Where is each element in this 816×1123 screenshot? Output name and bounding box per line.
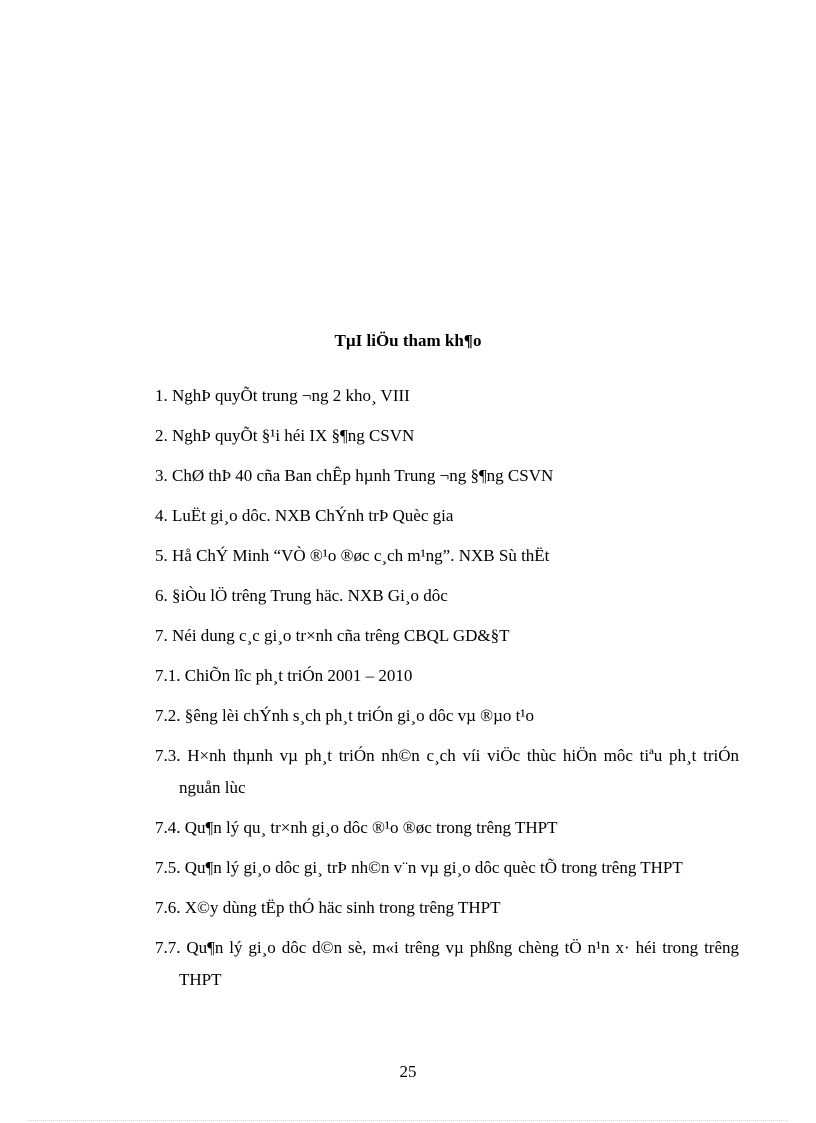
reference-list bbox=[155, 385, 739, 1009]
reference-item: 1. NghÞ quyÕt trung ¬ng 2 kho¸ VIII bbox=[155, 386, 410, 405]
footer-divider bbox=[28, 1120, 788, 1121]
reference-item: 7.4. Qu¶n lý qu¸ tr×nh gi¸o dôc ®¹o ®øc trong trêng THPT bbox=[155, 818, 558, 837]
reference-item: 7.1. ChiÕn lîc ph¸t triÓn 2001 – 2010 bbox=[155, 666, 413, 685]
page-title: TµI liÖu tham kh¶o bbox=[334, 331, 482, 350]
reference-item: 6. §iÒu lÖ trêng Trung häc. NXB Gi¸o dôc bbox=[155, 586, 448, 605]
reference-item: 7.5. Qu¶n lý gi¸o dôc gi¸ trÞ nh©n v¨n vµ gi¸o dôc quèc tÕ trong trêng THPT bbox=[155, 858, 683, 877]
reference-item: 7. Néi dung c¸c gi¸o tr×nh cña trêng CBQL GD&§T bbox=[155, 626, 510, 645]
reference-item: 2. NghÞ quyÕt §¹i héi IX §¶ng CSVN bbox=[155, 426, 415, 445]
reference-item: 7.6. X©y dùng tËp thÓ häc sinh trong trêng THPT bbox=[155, 898, 501, 917]
reference-item: 4. LuËt gi¸o dôc. NXB ChÝnh trÞ Quèc gia bbox=[155, 506, 454, 525]
reference-item: 7.7. Qu¶n lý gi¸o dôc d©n sè, m«i trêng vµ phßng chèng tÖ n¹n x· héi trong trêng THPT bbox=[155, 938, 739, 989]
reference-item: 7.3. H×nh thµnh vµ ph¸t triÓn nh©n c¸ch víi viÖc thùc hiÖn môc tiªu ph¸t triÓn nguån lùc bbox=[155, 746, 739, 797]
reference-item: 7.2. §êng lèi chÝnh s¸ch ph¸t triÓn gi¸o dôc vµ ®µo t¹o bbox=[155, 706, 534, 725]
page-number: 25 bbox=[399, 1062, 417, 1081]
reference-item: 5. Hå ChÝ Minh “VÒ ®¹o ®øc c¸ch m¹ng”. NXB Sù thËt bbox=[155, 546, 550, 565]
reference-item: 3. ChØ thÞ 40 cña Ban chÊp hµnh Trung ¬ng §¶ng CSVN bbox=[155, 466, 554, 485]
